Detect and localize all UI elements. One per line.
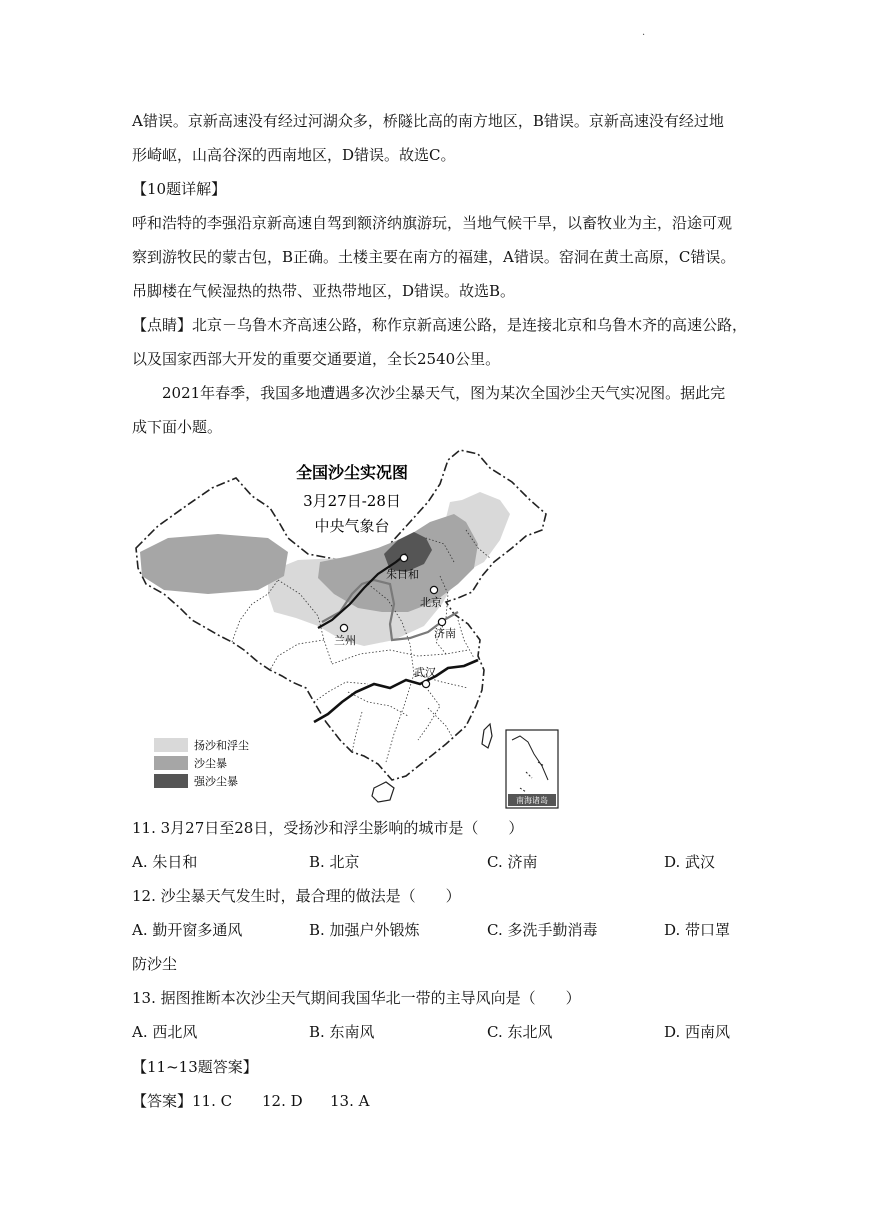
legend-swatch-light [154,738,188,752]
answers-label: 【答案】 [132,1092,193,1110]
hainan-island [372,782,394,802]
option-continuation: 防沙尘 [132,955,178,973]
question-option: D. 西南风 [664,1023,731,1041]
map-source: 中央气象台 [314,517,390,535]
question-option: C. 多洗手勤消毒 [487,921,598,939]
question-option: C. 济南 [487,853,538,871]
tip-line: 【点睛】北京－乌鲁木齐高速公路，称作京新高速公路，是连接北京和乌鲁木齐的高速公路， [132,316,748,334]
paragraph-line: 吊脚楼在气候湿热的热带、亚热带地区，D错误。故选B。 [132,282,516,300]
answer-item: 12. D [262,1092,303,1110]
map-legend [154,738,249,788]
paragraph-line: A错误。京新高速没有经过河湖众多，桥隧比高的南方地区，B错误。京新高速没有经过地 [132,112,724,130]
question-stem: 13. 据图推断本次沙尘天气期间我国华北一带的主导风向是（ ） [132,989,581,1007]
intro-line: 成下面小题。 [132,418,223,436]
question-option: D. 带口罩 [664,921,731,939]
question-option: A. 西北风 [132,1023,198,1041]
south-china-sea-inset [506,730,558,808]
city-label: 济南 [434,627,456,640]
answer-item: 13. A [330,1092,370,1110]
paragraph-line: 形崎岖，山高谷深的西南地区，D错误。故选C。 [132,146,456,164]
q10-header: 【10题详解】 [132,180,227,198]
answer-item: 11. C [192,1092,233,1110]
city-marker [438,618,445,625]
city-marker [400,554,407,561]
question-option: B. 北京 [309,853,360,871]
inset-label: 南海诸岛 [516,796,548,805]
tip-line: 以及国家西部大开发的重要交通要道，全长2540公里。 [132,350,501,368]
page-mark: · [642,30,646,41]
city-marker [340,624,347,631]
question-option: A. 勤开窗多通风 [132,921,243,939]
legend-swatch-dark [154,774,188,788]
dust-area-light-west [140,534,288,594]
map-title: 全国沙尘实况图 [295,463,409,482]
answers-header: 【11~13题答案】 [132,1058,258,1076]
question-option: B. 加强户外锻炼 [309,921,420,939]
map-date: 3月27日-28日 [303,492,401,510]
paragraph-line: 呼和浩特的李强沿京新高速自驾到额济纳旗游玩，当地气候干旱，以畜牧业为主，沿途可观 [132,214,733,232]
city-label: 北京 [420,596,442,609]
question-option: D. 武汉 [664,853,716,871]
question-option: A. 朱日和 [132,853,198,871]
taiwan-island [482,724,492,748]
city-label: 兰州 [334,634,356,647]
intro-line: 2021年春季，我国多地遭遇多次沙尘暴天气，图为某次全国沙尘天气实况图。据此完 [162,384,726,402]
question-stem: 12. 沙尘暴天气发生时，最合理的做法是（ ） [132,887,461,905]
legend-label: 扬沙和浮尘 [194,739,249,752]
legend-swatch-medium [154,756,188,770]
question-option: C. 东北风 [487,1023,553,1041]
city-marker [422,680,429,687]
question-option: B. 东南风 [309,1023,375,1041]
paragraph-line: 察到游牧民的蒙古包，B正确。土楼主要在南方的福建，A错误。窑洞在黄土高原，C错误。 [132,248,736,266]
city-label: 武汉 [414,666,436,679]
dust-weather-map [128,444,568,812]
question-stem: 11. 3月27日至28日，受扬沙和浮尘影响的城市是（ ） [132,819,524,837]
legend-label: 沙尘暴 [194,757,227,770]
city-marker [430,586,437,593]
legend-label: 强沙尘暴 [194,775,238,788]
city-label: 朱日和 [386,568,419,581]
